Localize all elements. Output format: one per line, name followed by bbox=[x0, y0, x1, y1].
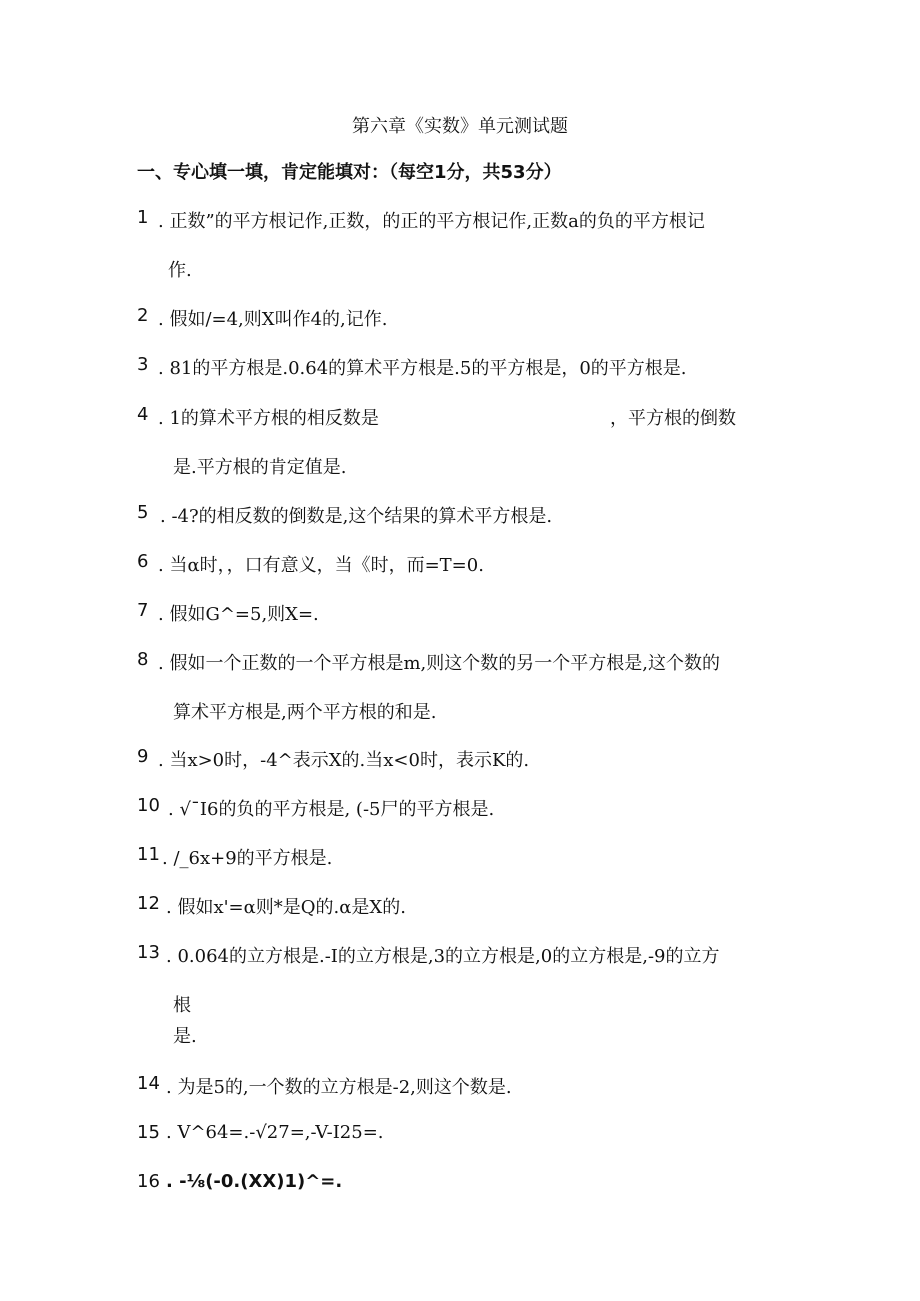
question-number: 8 bbox=[137, 649, 149, 670]
question-number: 3 bbox=[137, 354, 149, 375]
question-text: 是.平方根的肯定值是. bbox=[173, 457, 347, 478]
question-number: 1 bbox=[137, 207, 149, 228]
question-number: 16 bbox=[137, 1171, 160, 1192]
section-heading: 一、专心填一填，肯定能填对：（每空1分，共53分） bbox=[137, 162, 562, 183]
question-text: . -⅛(-0.(XX)1)^=. bbox=[166, 1171, 343, 1192]
question-text: . 正数”的平方根记作,正数，的正的平方根记作,正数a的负的平方根记 bbox=[158, 211, 705, 232]
question-text: . 0.064的立方根是.-I的立方根是,3的立方根是,0的立方根是,-9的立方 bbox=[166, 946, 720, 967]
question-text: . 为是5的,一个数的立方根是-2,则这个数是. bbox=[166, 1077, 512, 1098]
question-text: . 假如/=4,则X叫作4的,记作. bbox=[158, 309, 388, 330]
question-text: . 假如G^=5,则X=. bbox=[158, 604, 319, 625]
question-number: 4 bbox=[137, 404, 149, 425]
question-number: 5 bbox=[137, 502, 149, 523]
question-text: 根 bbox=[173, 995, 191, 1016]
page-title: 第六章《实数》单元测试题 bbox=[352, 116, 568, 137]
question-text: 作. bbox=[168, 260, 192, 281]
question-number: 6 bbox=[137, 551, 149, 572]
question-number: 7 bbox=[137, 600, 149, 621]
question-text: . /_6x+9的平方根是. bbox=[162, 848, 333, 869]
question-text: 是. bbox=[173, 1026, 197, 1047]
question-number: 11 bbox=[137, 844, 160, 865]
question-number: 13 bbox=[137, 942, 160, 963]
question-number: 2 bbox=[137, 305, 149, 326]
question-text: . 当x>0时，-4^表示X的.当x<0时，表示K的. bbox=[158, 750, 530, 771]
question-number: 15 bbox=[137, 1122, 160, 1143]
question-text: . -4?的相反数的倒数是,这个结果的算术平方根是. bbox=[160, 506, 553, 527]
question-number: 12 bbox=[137, 893, 160, 914]
question-number: 9 bbox=[137, 746, 149, 767]
question-number: 10 bbox=[137, 795, 160, 816]
question-text: . √ˉI6的负的平方根是, (-5尸的平方根是. bbox=[168, 799, 495, 820]
question-text: 算术平方根是,两个平方根的和是. bbox=[173, 702, 437, 723]
question-number: 14 bbox=[137, 1073, 160, 1094]
question-text: ，平方根的倒数 bbox=[610, 408, 736, 429]
question-text: . 假如一个正数的一个平方根是m,则这个数的另一个平方根是,这个数的 bbox=[158, 653, 720, 674]
question-text: . 假如x'=α则*是Q的.α是X的. bbox=[166, 897, 406, 918]
question-text: . 81的平方根是.0.64的算术平方根是.5的平方根是，0的平方根是. bbox=[158, 358, 687, 379]
question-text: . 1的算术平方根的相反数是 bbox=[158, 408, 379, 429]
question-text: . 当α时，，口有意义，当《时，而=T=0. bbox=[158, 555, 484, 576]
question-text: . V^64=.-√27=,-V-I25=. bbox=[166, 1122, 384, 1143]
